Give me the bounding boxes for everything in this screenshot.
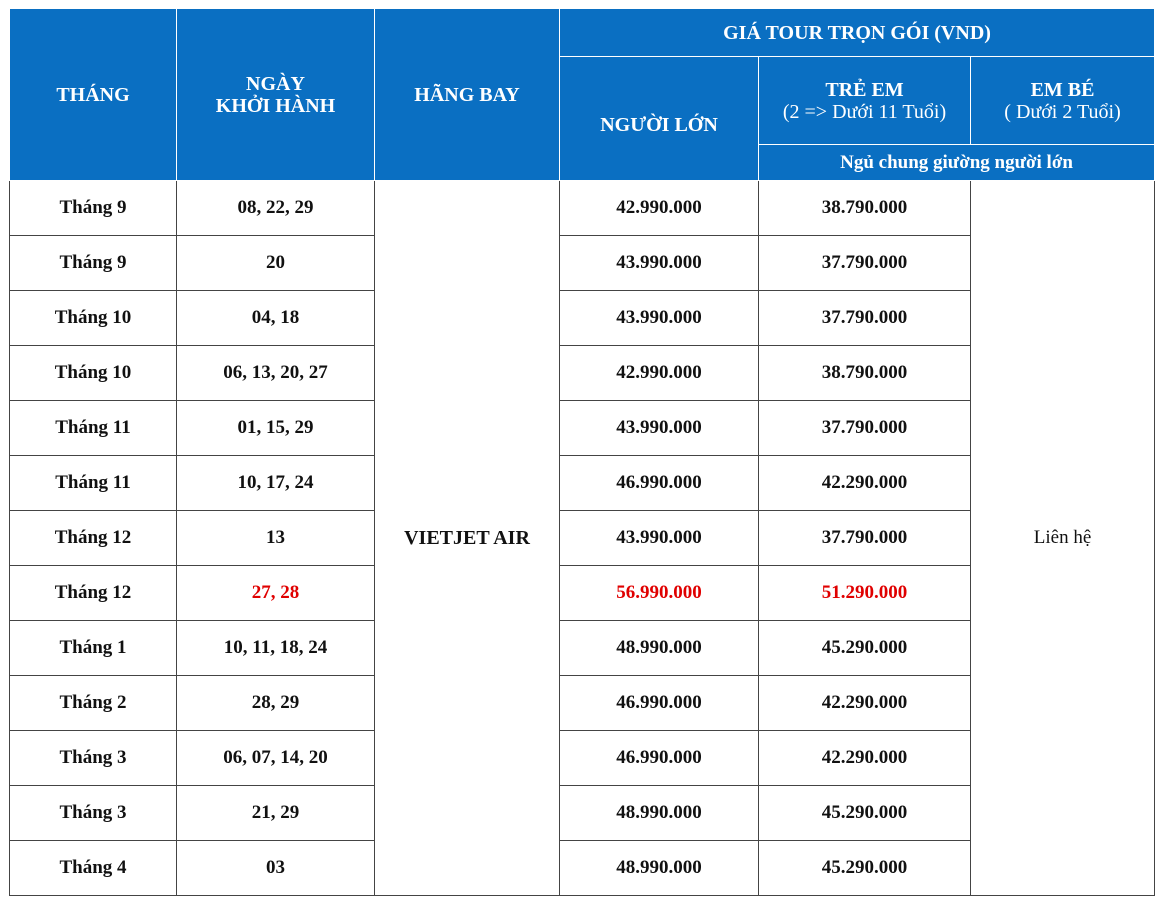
cell-child-price: 42.290.000	[759, 456, 971, 511]
cell-departure-dates: 04, 18	[177, 291, 375, 346]
header-shared-bed-note: Ngủ chung giường người lớn	[759, 145, 1155, 181]
table-body	[10, 181, 1155, 896]
cell-departure-dates: 06, 07, 14, 20	[177, 731, 375, 786]
cell-child-price: 37.790.000	[759, 236, 971, 291]
cell-departure-dates: 03	[177, 841, 375, 896]
cell-infant-price: Liên hệ	[971, 181, 1155, 896]
cell-month: Tháng 9	[10, 181, 177, 236]
cell-departure-dates: 01, 15, 29	[177, 401, 375, 456]
header-departure-line1: NGÀY	[246, 72, 305, 95]
cell-departure-dates: 06, 13, 20, 27	[177, 346, 375, 401]
cell-adult-price: 43.990.000	[560, 291, 759, 346]
cell-child-price: 42.290.000	[759, 731, 971, 786]
cell-month: Tháng 12	[10, 511, 177, 566]
cell-month: Tháng 1	[10, 621, 177, 676]
header-infant-title: EM BÉ	[1030, 78, 1095, 101]
cell-month: Tháng 3	[10, 731, 177, 786]
header-departure-date	[177, 9, 375, 181]
cell-month: Tháng 12	[10, 566, 177, 621]
cell-adult-price: 48.990.000	[560, 786, 759, 841]
cell-departure-dates: 20	[177, 236, 375, 291]
header-child-title: TRẺ EM	[825, 78, 904, 101]
cell-child-price: 42.290.000	[759, 676, 971, 731]
cell-child-price: 45.290.000	[759, 621, 971, 676]
cell-child-price: 51.290.000	[759, 566, 971, 621]
cell-month: Tháng 4	[10, 841, 177, 896]
cell-adult-price: 46.990.000	[560, 676, 759, 731]
cell-adult-price: 48.990.000	[560, 841, 759, 896]
cell-month: Tháng 10	[10, 291, 177, 346]
header-adult: NGƯỜI LỚN	[560, 57, 759, 181]
cell-child-price: 37.790.000	[759, 511, 971, 566]
cell-departure-dates: 10, 11, 18, 24	[177, 621, 375, 676]
cell-departure-dates: 10, 17, 24	[177, 456, 375, 511]
cell-adult-price: 43.990.000	[560, 511, 759, 566]
header-departure-line2: KHỞI HÀNH	[215, 94, 336, 117]
cell-departure-dates: 08, 22, 29	[177, 181, 375, 236]
cell-child-price: 45.290.000	[759, 841, 971, 896]
cell-departure-dates: 28, 29	[177, 676, 375, 731]
cell-adult-price: 42.990.000	[560, 181, 759, 236]
cell-child-price: 38.790.000	[759, 181, 971, 236]
cell-month: Tháng 11	[10, 456, 177, 511]
cell-adult-price: 46.990.000	[560, 731, 759, 786]
header-price-group: GIÁ TOUR TRỌN GÓI (VND)	[560, 9, 1155, 57]
cell-child-price: 38.790.000	[759, 346, 971, 401]
cell-child-price: 45.290.000	[759, 786, 971, 841]
header-child-note: (2 => Dưới 11 Tuổi)	[782, 100, 947, 123]
cell-child-price: 37.790.000	[759, 291, 971, 346]
header-infant	[971, 57, 1155, 145]
cell-airline: VIETJET AIR	[375, 181, 560, 896]
cell-child-price: 37.790.000	[759, 401, 971, 456]
cell-month: Tháng 10	[10, 346, 177, 401]
header-infant-note: ( Dưới 2 Tuổi)	[1004, 100, 1121, 123]
cell-month: Tháng 3	[10, 786, 177, 841]
cell-departure-dates: 21, 29	[177, 786, 375, 841]
cell-adult-price: 43.990.000	[560, 401, 759, 456]
cell-adult-price: 46.990.000	[560, 456, 759, 511]
cell-adult-price: 56.990.000	[560, 566, 759, 621]
cell-departure-dates: 27, 28	[177, 566, 375, 621]
cell-departure-dates: 13	[177, 511, 375, 566]
table-header	[10, 9, 1155, 181]
tour-price-table	[9, 8, 1155, 896]
cell-month: Tháng 11	[10, 401, 177, 456]
cell-month: Tháng 2	[10, 676, 177, 731]
header-month: THÁNG	[10, 9, 177, 181]
cell-adult-price: 48.990.000	[560, 621, 759, 676]
header-airline: HÃNG BAY	[375, 9, 560, 181]
table-row	[10, 181, 1155, 236]
cell-month: Tháng 9	[10, 236, 177, 291]
cell-adult-price: 43.990.000	[560, 236, 759, 291]
cell-adult-price: 42.990.000	[560, 346, 759, 401]
header-child	[759, 57, 971, 145]
